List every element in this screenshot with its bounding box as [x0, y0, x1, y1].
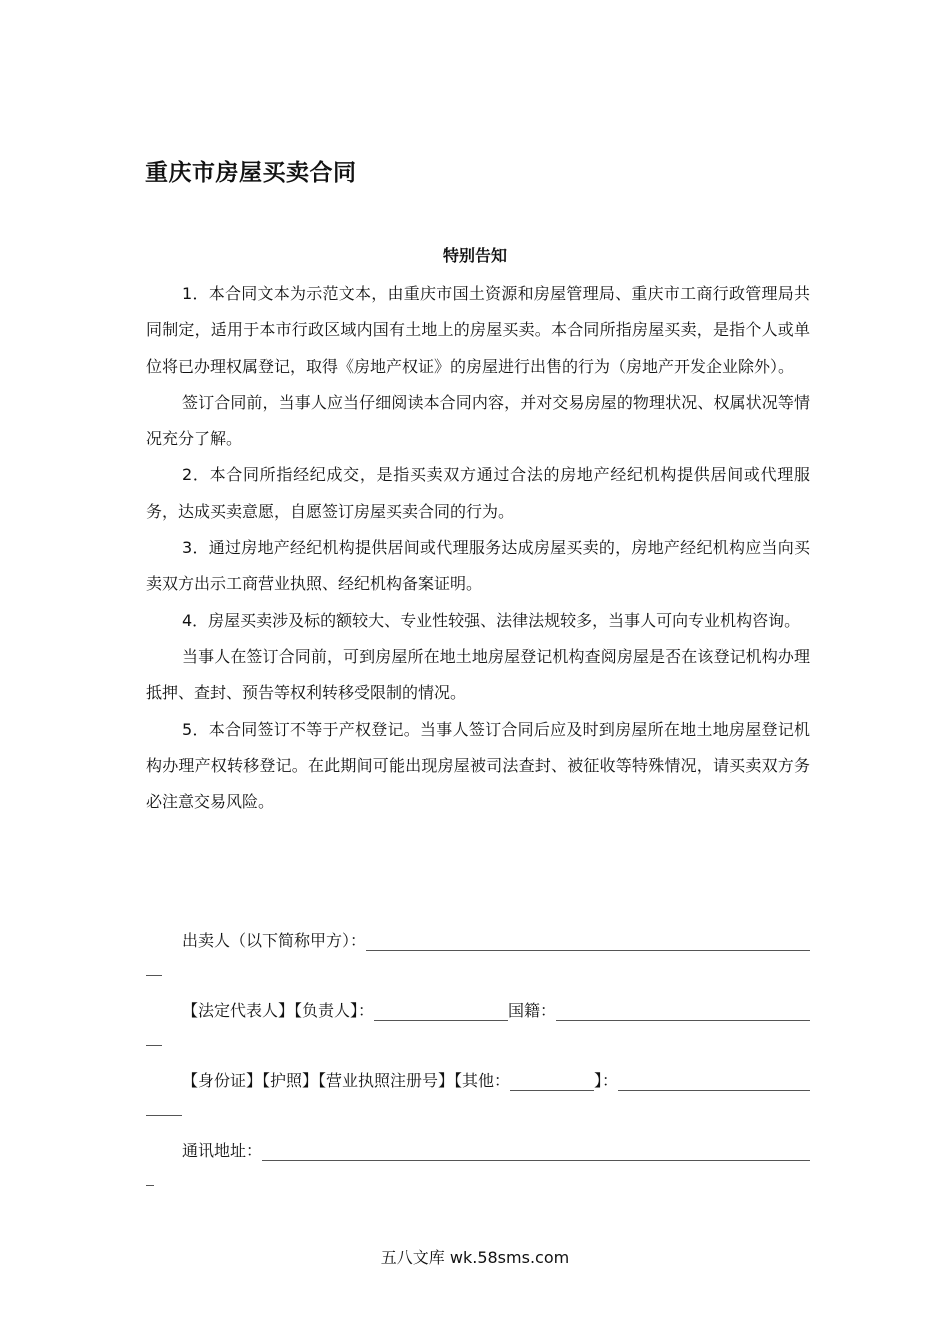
notice-body: [146, 276, 810, 820]
address-row: [146, 1130, 810, 1200]
party-fields: [146, 920, 810, 1200]
paragraph-3: 2．本合同所指经纪成交，是指买卖双方通过合法的房地产经纪机构提供居间或代理服务，达成买卖意愿，自愿签订房屋买卖合同的行为。: [146, 465, 810, 521]
document-title: 重庆市房屋买卖合同: [145, 160, 357, 186]
paragraph-7: 5．本合同签订不等于产权登记。当事人签订合同后应及时到房屋所在地土地房屋登记机构办理产权转移登记。在此期间可能出现房屋被司法查封、被征收等特殊情况，请买卖双方务必注意交易风险。: [146, 719, 810, 812]
nationality-blank[interactable]: [556, 1002, 810, 1021]
representative-label: 【法定代表人】【负责人】：: [182, 1001, 375, 1020]
seller-blank[interactable]: [366, 932, 810, 951]
paragraph-5: 4．房屋买卖涉及标的额较大、专业性较强、法律法规较多，当事人可向专业机构咨询。: [182, 610, 801, 630]
representative-blank-continuation: [146, 1045, 162, 1046]
id-number-blank[interactable]: [618, 1072, 810, 1091]
representative-row: [146, 990, 810, 1060]
paragraph-6: 当事人在签订合同前，可到房屋所在地土地房屋登记机构查阅房屋是否在该登记机构办理抵押、查封、预告等权利转移受限制的情况。: [146, 646, 810, 703]
address-label: 通讯地址：: [182, 1141, 263, 1160]
seller-label: 出卖人（以下简称甲方）：: [182, 931, 367, 950]
paragraph-4: 3．通过房地产经纪机构提供居间或代理服务达成房屋买卖的，房地产经纪机构应当向买卖双方出示工商营业执照、经纪机构备案证明。: [146, 538, 810, 594]
seller-row: [146, 920, 810, 990]
seller-blank-continuation: [146, 975, 162, 976]
id-type-label: 【身份证】【护照】【营业执照注册号】【其他：: [182, 1071, 511, 1090]
other-id-type-blank[interactable]: [510, 1072, 594, 1091]
paragraph-1: 1．本合同文本为示范文本，由重庆市国土资源和房屋管理局、重庆市工商行政管理局共同制定，适用于本市行政区域内国有土地上的房屋买卖。本合同所指房屋买卖，是指个人或单位将已办理权属登记，取得《房地产权证》的房屋进行出售的行为（房地产开发企业除外）。: [146, 284, 810, 376]
notice-heading: 特别告知: [442, 246, 507, 265]
id-row: [146, 1060, 810, 1130]
address-blank-continuation: [146, 1185, 154, 1186]
id-blank-continuation: [146, 1115, 182, 1116]
nationality-label: 国籍：: [508, 1001, 557, 1020]
footer-watermark: 五八文库 wk.58sms.com: [380, 1248, 570, 1267]
address-blank[interactable]: [262, 1142, 810, 1161]
id-suffix: 】：: [594, 1071, 619, 1090]
paragraph-2: 签订合同前，当事人应当仔细阅读本合同内容，并对交易房屋的物理状况、权属状况等情况充分了解。: [146, 392, 810, 449]
representative-blank[interactable]: [374, 1002, 508, 1021]
